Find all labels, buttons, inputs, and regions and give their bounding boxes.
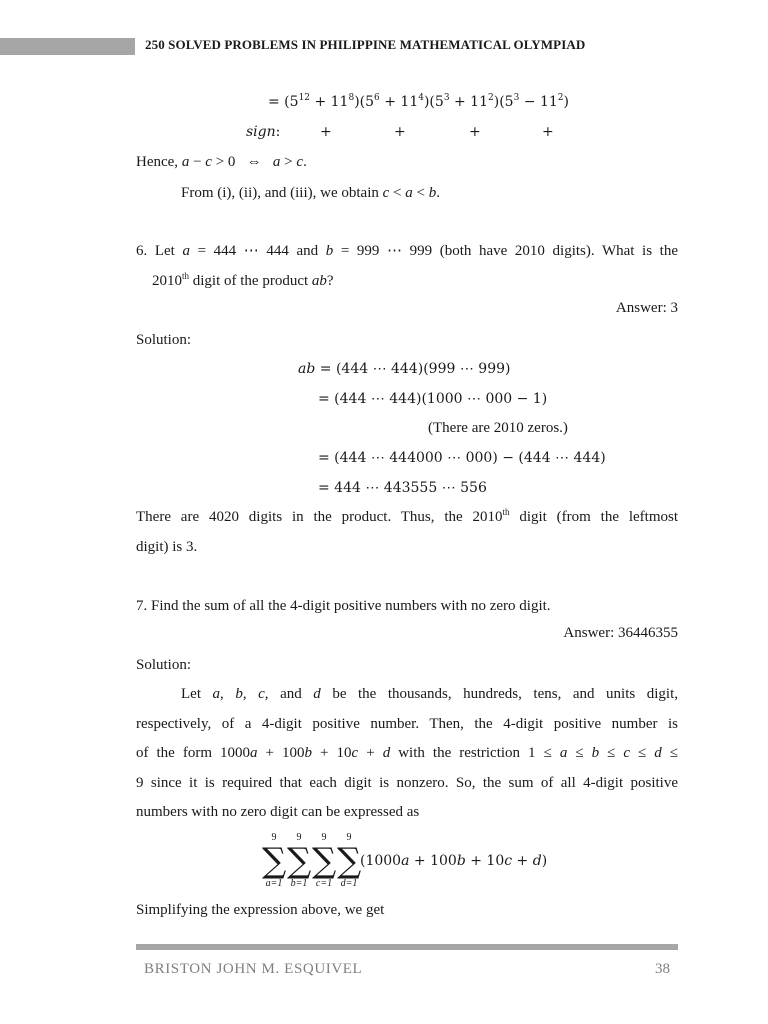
problem-6-statement: 6. Let a = 444 ⋯ 444 and b = 999 ⋯ 999 (both have 2010 digits). What is the <box>136 243 678 259</box>
problem-6-solution-label: Solution: <box>136 332 192 348</box>
problem-7-solution-label: Solution: <box>136 657 192 673</box>
sigma-c: 9 ∑ c=1 <box>312 832 337 889</box>
sign-2: + <box>394 124 406 140</box>
problem-7-statement: 7. Find the sum of all the 4-digit positive numbers with no zero digit. <box>136 598 551 614</box>
sigma-a: 9 ∑ a=1 <box>262 832 287 889</box>
solution-eq-3: = (444 ⋯ 444000 ⋯ 000) − (444 ⋯ 444) <box>318 450 606 466</box>
page-number: 38 <box>655 961 670 977</box>
sigma-d: 9 ∑ d=1 <box>337 832 362 889</box>
sigma-b: 9 ∑ b=1 <box>287 832 312 889</box>
problem-6-statement-line2: 2010th digit of the product ab? <box>152 271 334 289</box>
footer-author: BRISTON JOHN M. ESQUIVEL <box>144 961 363 977</box>
solution-eq-2: = (444 ⋯ 444)(1000 ⋯ 000 − 1) <box>318 391 548 407</box>
paragraph-line-3: of the form 1000a + 100b + 10c + d with the restriction 1 ≤ a ≤ b ≤ c ≤ d ≤ <box>136 745 679 761</box>
problem-7-answer: Answer: 36446355 <box>563 625 678 641</box>
simplify-line: Simplifying the expression above, we get <box>136 902 385 918</box>
equation-line: = $(5^{12} + 11^8)(5^6 + 11^4)(5^3 + 11^2)(5^3 - 11^2)$ <box>268 93 569 110</box>
solution-note: (There are 2010 zeros.) <box>428 420 568 436</box>
paragraph-line-2: respectively, of a 4-digit positive number. Then, the 4-digit positive number is <box>136 716 678 732</box>
header-title: 250 SOLVED PROBLEMS IN PHILIPPINE MATHEMATICAL OLYMPIAD <box>145 37 586 52</box>
hence-line: Hence, a − c > 0 ⇔ a > c. <box>136 154 307 170</box>
paragraph-line-5: numbers with no zero digit can be expressed as <box>136 804 420 820</box>
summation-body: (1000a + 100b + 10c + d) <box>360 853 548 869</box>
sign-3: + <box>469 124 481 140</box>
header-bar <box>0 38 135 55</box>
footer-rule <box>136 944 678 950</box>
problem-6-conclusion: There are 4020 digits in the product. Thus, the 2010th digit (from the leftmost <box>136 507 678 525</box>
problem-6-answer: Answer: 3 <box>615 300 678 316</box>
sign-4: + <box>542 124 554 140</box>
sign-1: + <box>320 124 332 140</box>
solution-eq-4: = 444 ⋯ 443555 ⋯ 556 <box>318 480 487 496</box>
sign-label: sign: <box>246 124 281 140</box>
problem-6-conclusion-line2: digit) is 3. <box>136 539 198 555</box>
from-line: From (i), (ii), and (iii), we obtain c < a < b. <box>181 185 440 201</box>
paragraph-line-4: 9 since it is required that each digit is nonzero. So, the sum of all 4-digit positive <box>136 775 678 791</box>
solution-eq-1: ab = (444 ⋯ 444)(999 ⋯ 999) <box>298 361 511 377</box>
paragraph-line-1: Let a, b, c, and d be the thousands, hundreds, tens, and units digit, <box>181 686 679 702</box>
